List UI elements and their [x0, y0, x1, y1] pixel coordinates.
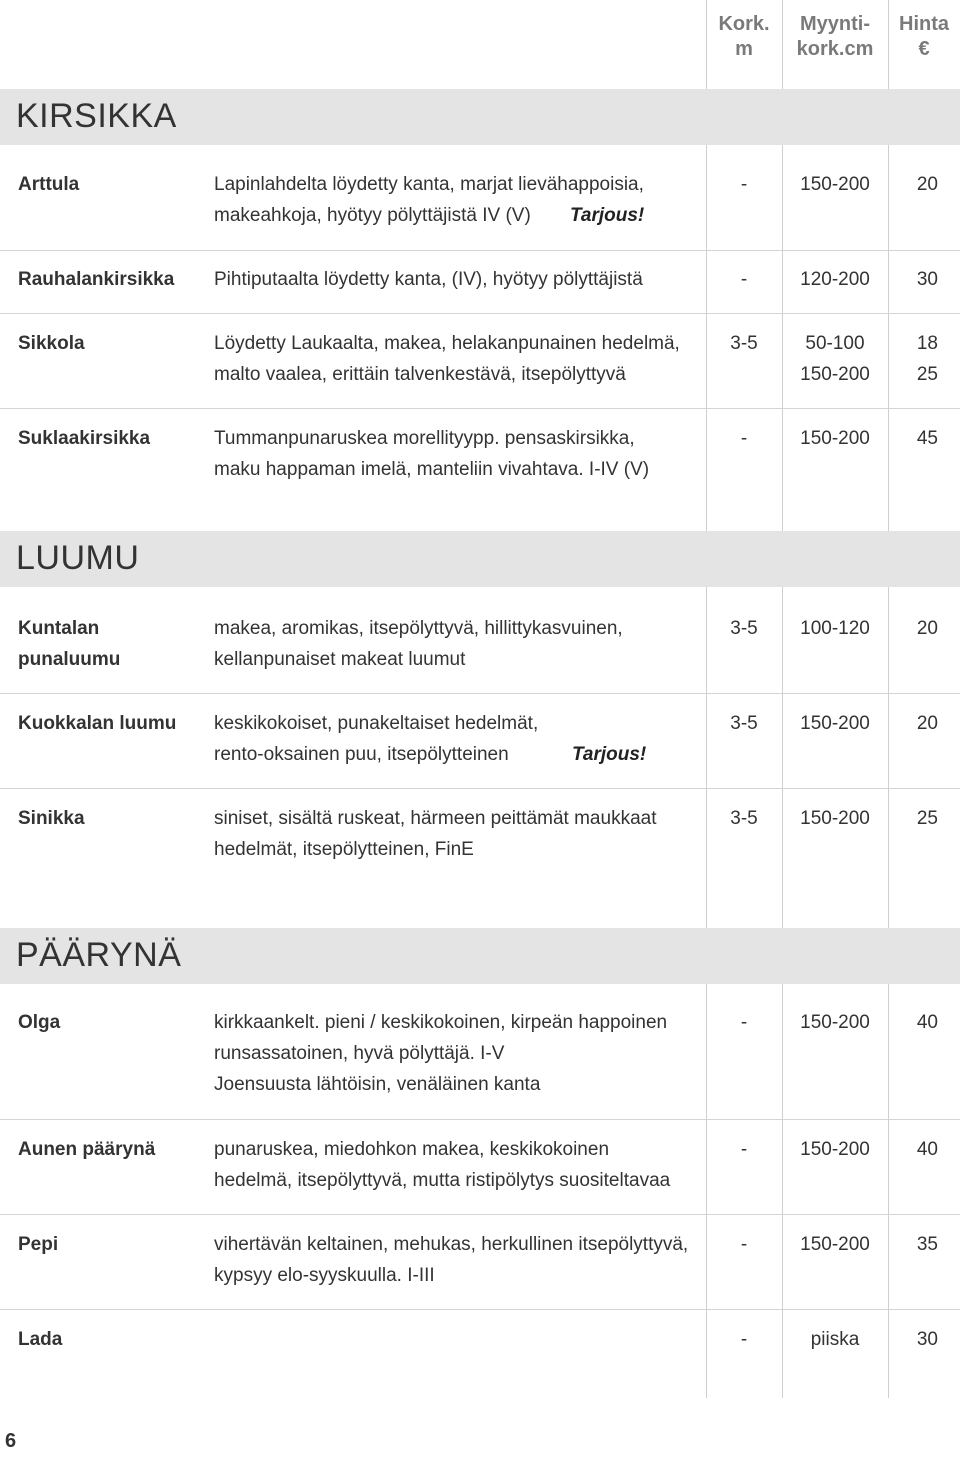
price-value: 18 25: [916, 333, 938, 385]
section-title: LUUMU: [16, 539, 140, 577]
height-value: -: [740, 269, 748, 290]
column-divider: [782, 0, 783, 1398]
row-divider: [0, 250, 960, 251]
height-value: 3-5: [730, 713, 758, 734]
product-name: Sinikka: [18, 808, 85, 829]
height-value: 3-5: [730, 333, 758, 354]
row-divider: [0, 693, 960, 694]
row-divider: [0, 1119, 960, 1120]
price-value: 35: [916, 1234, 938, 1255]
column-divider: [706, 0, 707, 1398]
row-divider: [0, 1309, 960, 1310]
section-band-luumu: [0, 531, 960, 587]
sales-height-value: 150-200: [800, 808, 870, 829]
row-divider: [0, 788, 960, 789]
height-value: -: [740, 174, 748, 195]
product-name: Kuntalan punaluumu: [18, 618, 121, 670]
header-myyntikorkeus: Myynti- kork.cm: [796, 13, 874, 60]
sales-height-value: 150-200: [800, 1234, 870, 1255]
section-title: PÄÄRYNÄ: [16, 936, 182, 974]
price-value: 30: [916, 1329, 938, 1350]
product-name: Rauhalankirsikka: [18, 269, 175, 290]
header-hinta: Hinta €: [899, 13, 949, 60]
product-description: Tummanpunaruskea morellityypp. pensaskirsikka, maku happaman imelä, manteliin vivahtava. I-IV (V): [214, 428, 650, 480]
height-value: 3-5: [730, 808, 758, 829]
row-divider: [0, 313, 960, 314]
offer-label: Tarjous!: [570, 205, 645, 226]
page-number: 6: [5, 1430, 17, 1452]
price-value: 20: [916, 618, 938, 639]
price-value: 40: [916, 1139, 938, 1160]
product-description: siniset, sisältä ruskeat, härmeen peittämät maukkaat hedelmät, itsepölytteinen, FinE: [214, 808, 657, 860]
price-value: 20: [916, 174, 938, 195]
height-value: -: [740, 428, 748, 449]
product-description: Löydetty Laukaalta, makea, helakanpunainen hedelmä, malto vaalea, erittäin talvenkestävä, itsepölyttyvä: [214, 333, 680, 385]
product-name: Lada: [18, 1329, 63, 1350]
sales-height-value: piiska: [810, 1329, 860, 1350]
price-value: 30: [916, 269, 938, 290]
price-value: 45: [916, 428, 938, 449]
product-name: Olga: [18, 1012, 61, 1033]
sales-height-value: 150-200: [800, 1139, 870, 1160]
height-value: -: [740, 1012, 748, 1033]
height-value: -: [740, 1329, 748, 1350]
column-divider: [888, 0, 889, 1398]
sales-height-value: 150-200: [800, 1012, 870, 1033]
height-value: -: [740, 1139, 748, 1160]
product-name: Pepi: [18, 1234, 59, 1255]
sales-height-value: 150-200: [800, 713, 870, 734]
sales-height-value: 120-200: [800, 269, 870, 290]
sales-height-value: 50-100 150-200: [800, 333, 870, 385]
price-value: 40: [916, 1012, 938, 1033]
sales-height-value: 150-200: [800, 428, 870, 449]
product-name: Suklaakirsikka: [18, 428, 151, 449]
product-description: makea, aromikas, itsepölyttyvä, hillittykasvuinen, kellanpunaiset makeat luumut: [214, 618, 623, 670]
row-divider: [0, 408, 960, 409]
row-divider: [0, 1214, 960, 1215]
sales-height-value: 150-200: [800, 174, 870, 195]
product-description: punaruskea, miedohkon makea, keskikokoinen hedelmä, itsepölyttyvä, mutta ristipölytys suositeltavaa: [214, 1139, 671, 1191]
price-value: 25: [916, 808, 938, 829]
section-title: KIRSIKKA: [16, 97, 177, 135]
product-name: Sikkola: [18, 333, 85, 354]
product-description: Lapinlahdelta löydetty kanta, marjat lievähappoisia, makeahkoja, hyötyy pölyttäjistä IV (V): [214, 174, 644, 226]
price-value: 20: [916, 713, 938, 734]
height-value: -: [740, 1234, 748, 1255]
product-description: Pihtiputaalta löydetty kanta, (IV), hyötyy pölyttäjistä: [214, 269, 643, 290]
offer-label: Tarjous!: [572, 744, 647, 765]
product-name: Arttula: [18, 174, 80, 195]
product-description: vihertävän keltainen, mehukas, herkullinen itsepölyttyvä, kypsyy elo-syyskuulla. I-III: [214, 1234, 689, 1286]
product-description: keskikokoiset, punakeltaiset hedelmät, rento-oksainen puu, itsepölytteinen: [214, 713, 539, 765]
product-name: Aunen päärynä: [18, 1139, 156, 1160]
sales-height-value: 100-120: [800, 618, 870, 639]
section-band-paaryna: [0, 928, 960, 984]
product-name: Kuokkalan luumu: [18, 713, 177, 734]
height-value: 3-5: [730, 618, 758, 639]
product-description: kirkkaankelt. pieni / keskikokoinen, kirpeän happoinen runsassatoinen, hyvä pölyttäjä. I-V Joensuusta lähtöisin, venäläinen kanta: [214, 1012, 668, 1095]
header-kork: Kork. m: [718, 13, 770, 60]
section-band-kirsikka: [0, 89, 960, 145]
